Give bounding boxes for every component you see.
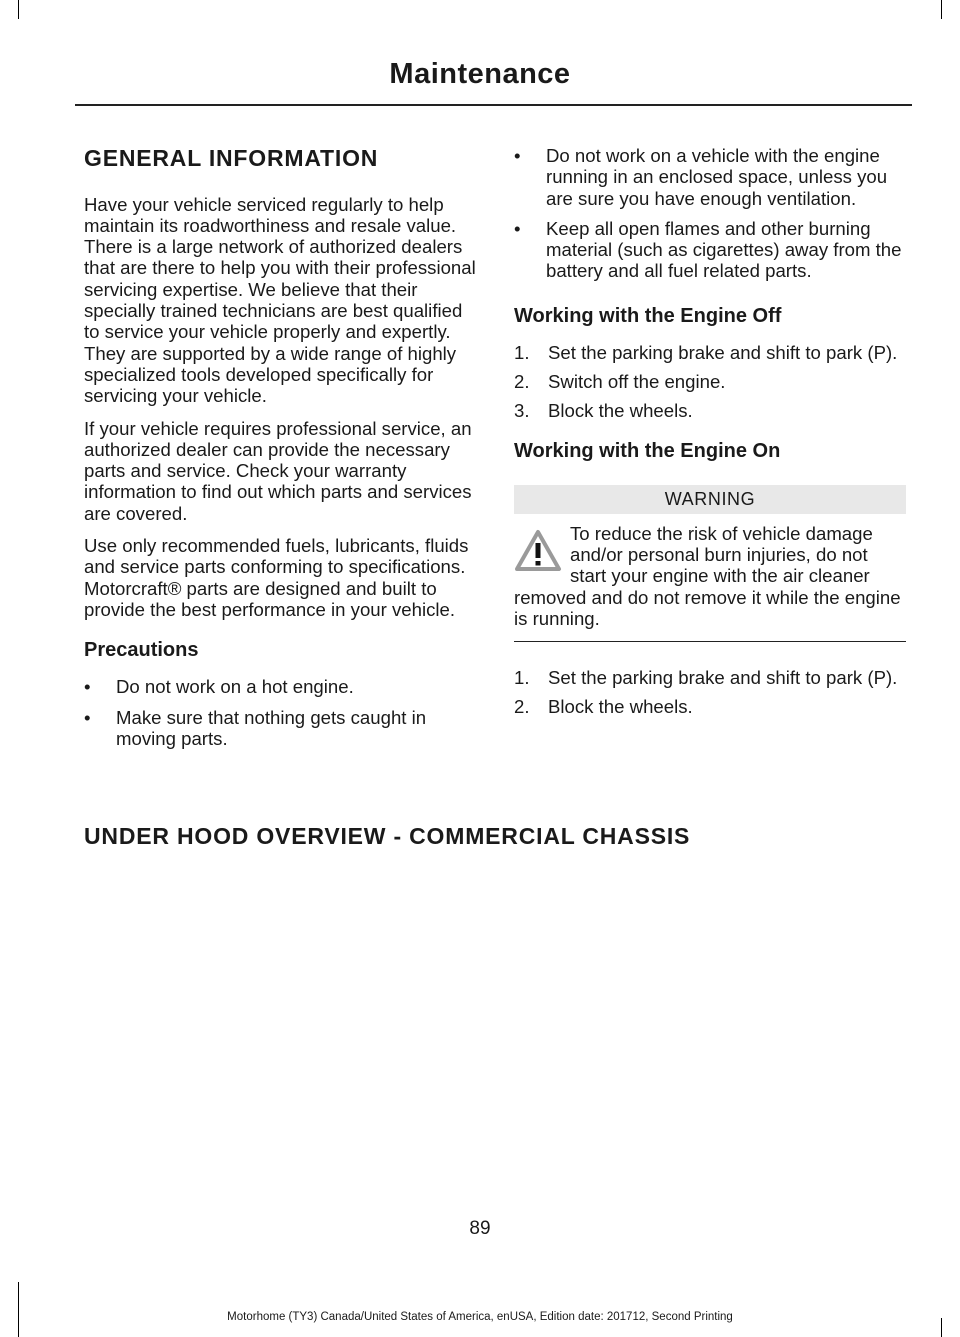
step-text: Switch off the engine. xyxy=(548,371,726,393)
step-number: 2. xyxy=(514,371,530,393)
list-item xyxy=(514,400,906,421)
list-item xyxy=(514,218,906,282)
precautions-list xyxy=(84,676,478,749)
list-item-text: Do not work on a hot engine. xyxy=(116,676,354,698)
list-item xyxy=(514,371,906,392)
step-number: 1. xyxy=(514,341,530,363)
engine-off-steps xyxy=(514,342,906,422)
list-item xyxy=(514,145,906,209)
list-item-text: Do not work on a vehicle with the engine running in an enclosed space, unless you are sure you have enough ventilation. xyxy=(546,145,888,209)
paragraph: Use only recommended fuels, lubricants, fluids and service parts conforming to specifications. Motorcraft® parts are designed and built to provide the best performance in your vehicle. xyxy=(84,535,469,620)
engine-on-steps xyxy=(514,667,906,718)
crop-mark-top-right xyxy=(941,0,942,19)
section-title-under-hood-overview: UNDER HOOD OVERVIEW - COMMERCIAL CHASSIS xyxy=(84,823,691,849)
subsection-title-engine-off: Working with the Engine Off xyxy=(514,304,782,327)
page-title: Maintenance xyxy=(389,58,571,90)
step-number: 1. xyxy=(514,667,530,689)
warning-triangle-icon xyxy=(514,529,562,573)
step-number: 3. xyxy=(514,400,530,422)
warning-box xyxy=(514,485,906,642)
warning-text: To reduce the risk of vehicle damage and/or personal burn injuries, do not start your engine with the air cleaner removed and do not remove it while the engine is running. xyxy=(514,522,901,629)
footer-text: Motorhome (TY3) Canada/United States of America, enUSA, Edition date: 201712, Second Printing xyxy=(227,1311,733,1323)
bullet-marker: • xyxy=(84,676,91,698)
list-item xyxy=(514,696,906,717)
bullet-marker: • xyxy=(84,706,91,728)
list-item xyxy=(84,676,478,697)
crop-mark-top-left xyxy=(18,0,19,19)
step-text: Block the wheels. xyxy=(548,400,693,422)
bullet-marker: • xyxy=(514,145,521,166)
section-title-general-information: GENERAL INFORMATION xyxy=(84,145,379,171)
right-column xyxy=(514,145,906,735)
step-number: 2. xyxy=(514,696,530,718)
header-divider xyxy=(75,104,912,106)
left-column xyxy=(84,145,478,766)
warning-heading: WARNING xyxy=(514,485,906,514)
bullet-marker: • xyxy=(514,217,521,239)
step-text: Block the wheels. xyxy=(548,696,693,718)
crop-mark-bottom-left xyxy=(18,1282,19,1337)
precautions-list-continued xyxy=(514,145,906,282)
subsection-title-precautions: Precautions xyxy=(84,639,199,662)
step-text: Set the parking brake and shift to park (P). xyxy=(548,341,898,363)
paragraph: If your vehicle requires professional service, an authorized dealer can provide the necessary parts and service. Check your warranty information to find out which parts and services are covered. xyxy=(84,417,472,524)
list-item xyxy=(514,342,906,363)
warning-body xyxy=(514,523,906,642)
list-item-text: Keep all open flames and other burning material (such as cigarettes) away from the battery and all fuel related parts. xyxy=(546,217,902,282)
subsection-title-engine-on: Working with the Engine On xyxy=(514,439,781,462)
list-item xyxy=(514,667,906,688)
step-text: Set the parking brake and shift to park (P). xyxy=(548,667,898,689)
page-number: 89 xyxy=(469,1218,491,1239)
list-item-text: Make sure that nothing gets caught in moving parts. xyxy=(116,706,427,749)
list-item xyxy=(84,707,478,750)
paragraph: Have your vehicle serviced regularly to help maintain its roadworthiness and resale value. There is a large network of authorized dealers that are there to help you with their professional servicing expertise. We believe that their specially trained technicians are best qualified to service your vehicle properly and expertly. They are supported by a wide range of highly specialized tools developed specifically for servicing your vehicle. xyxy=(84,193,476,407)
